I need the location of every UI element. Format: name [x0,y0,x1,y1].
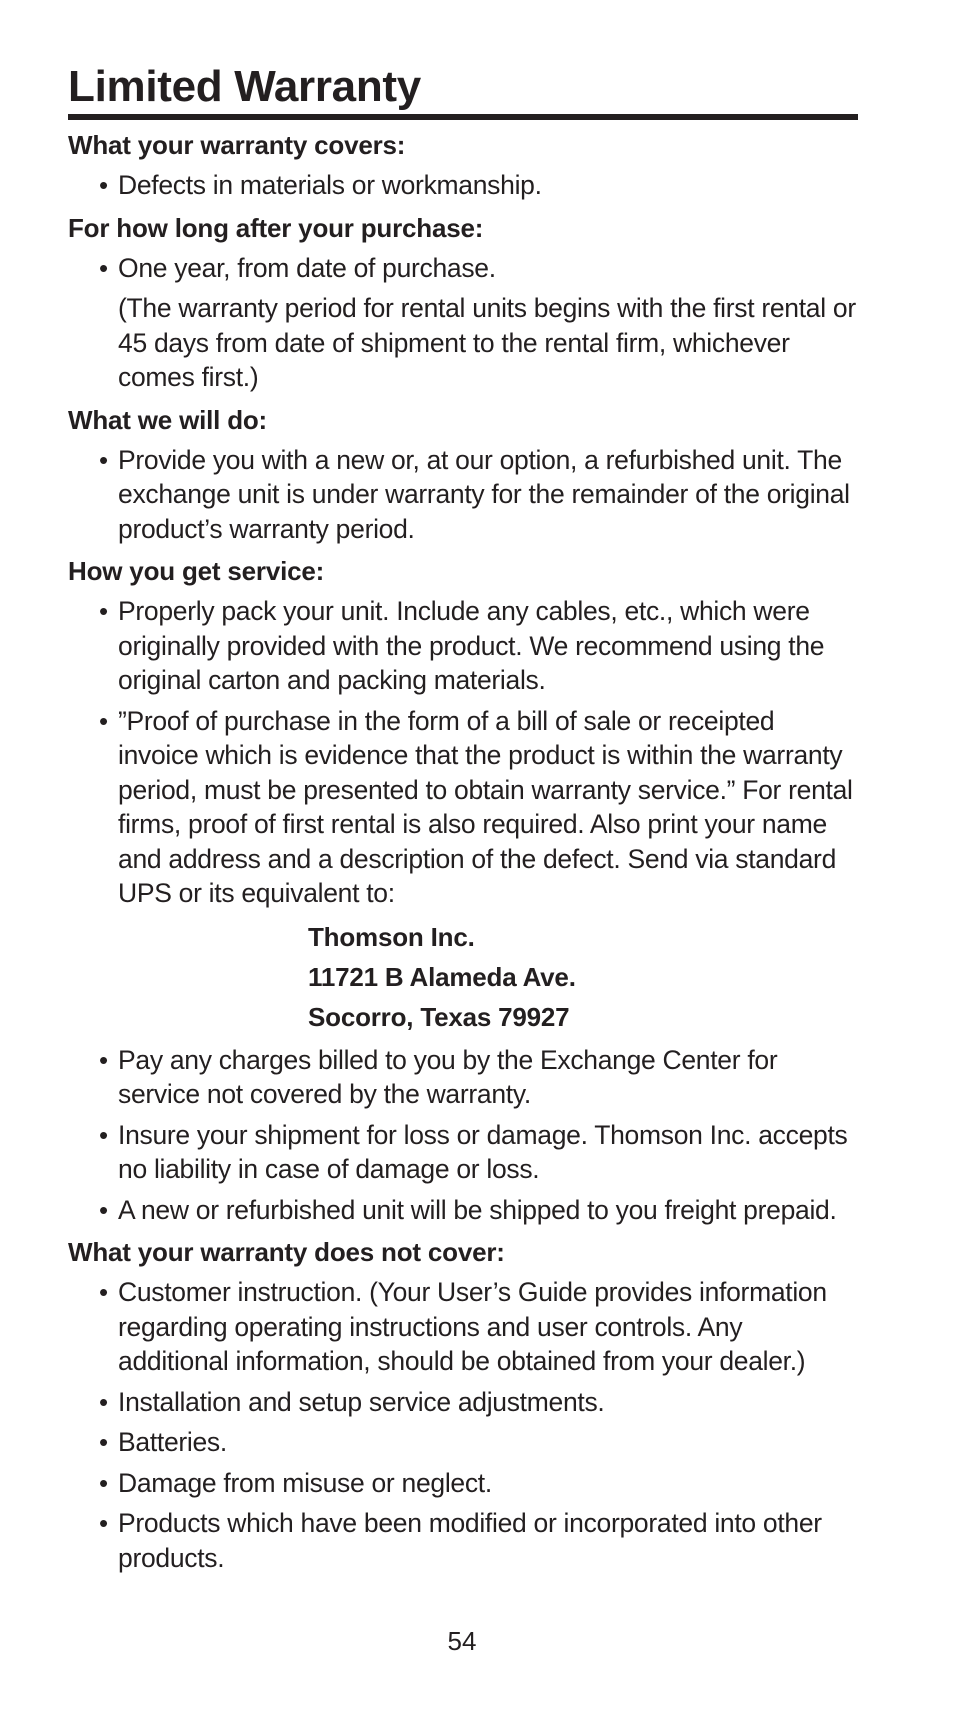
bullet-icon: • [99,1427,108,1457]
list-item [68,1425,858,1460]
covers-list [68,168,858,203]
bullet-icon: • [99,1508,108,1538]
list-item-text: Defects in materials or workmanship. [118,170,542,200]
list-item-text: Products which have been modified or incorporated into other products. [118,1508,822,1573]
bullet-icon: • [99,1194,108,1225]
list-item [68,1385,858,1420]
bullet-icon: • [99,444,108,475]
list-item [68,1275,858,1379]
we-will-do-list [68,443,858,547]
bullet-icon: • [99,596,108,626]
bullet-icon: • [99,1386,108,1417]
list-item-text: Customer instruction. (Your User’s Guide provides information regarding operating instructions and user controls. Any additional information, should be obtained from your dealer.) [118,1277,827,1376]
list-item-text: A new or refurbished unit will be shipped to you freight prepaid. [118,1194,837,1225]
list-item-text: One year, from date of purchase. [118,252,496,283]
list-item [68,1193,858,1228]
list-item [68,1118,858,1187]
section-heading-how-long: For how long after your purchase: [68,212,484,243]
list-item [68,594,858,698]
page-title: Limited Warranty [68,60,858,120]
section-heading-get-service: How you get service: [68,556,325,586]
section-heading-we-will-do: What we will do: [68,404,268,435]
bullet-icon: • [99,1467,108,1498]
list-item [68,1466,858,1501]
list-item [68,443,858,547]
list-item-text: Provide you with a new or, at our option, a refurbished unit. The exchange unit is under warranty for the remainder of the original product’s warranty period. [118,444,850,544]
bullet-icon: • [99,705,108,736]
list-item-text: Batteries. [118,1427,227,1457]
bullet-icon: • [99,1044,108,1075]
list-item [68,168,858,203]
document-page [68,60,858,1581]
list-item-text: ”Proof of purchase in the form of a bill of sale or receipted invoice which is evidence that the product is within the warranty period, must be presented to obtain warranty service.” For rental firms, proof of first rental is also required. Also print your name and address and a description of the defect. Send via standard UPS or its equivalent to: [118,705,853,908]
get-service-list [68,594,858,911]
bullet-icon: • [99,1277,108,1307]
address-line-city: Socorro, Texas 79927 [308,1001,570,1032]
not-cover-list [68,1275,858,1575]
list-item [68,1506,858,1575]
get-service-list-continued [68,1043,858,1228]
list-item-text: Damage from misuse or neglect. [118,1467,492,1498]
section-heading-covers: What your warranty covers: [68,130,406,160]
how-long-list [68,251,858,286]
bullet-icon: • [99,252,108,283]
list-item [68,704,858,911]
list-item [68,1043,858,1112]
section-heading-not-cover: What your warranty does not cover: [68,1237,505,1267]
list-item-text: Installation and setup service adjustments. [118,1386,605,1417]
page-number: 54 [447,1626,477,1656]
mailing-address [68,917,858,1037]
rental-note: (The warranty period for rental units begins with the first rental or 45 days from date of shipment to the rental firm, whichever comes first.) [118,293,856,392]
list-item-text: Properly pack your unit. Include any cables, etc., which were originally provided with the product. We recommend using the original carton and packing materials. [118,596,825,695]
list-item [68,251,858,286]
bullet-icon: • [99,1119,108,1150]
bullet-icon: • [99,170,108,200]
list-item-text: Insure your shipment for loss or damage. Thomson Inc. accepts no liability in case of damage or loss. [118,1119,848,1184]
address-line-street: 11721 B Alameda Ave. [308,961,576,992]
address-line-company: Thomson Inc. [308,921,475,952]
list-item-text: Pay any charges billed to you by the Exchange Center for service not covered by the warranty. [118,1044,778,1109]
